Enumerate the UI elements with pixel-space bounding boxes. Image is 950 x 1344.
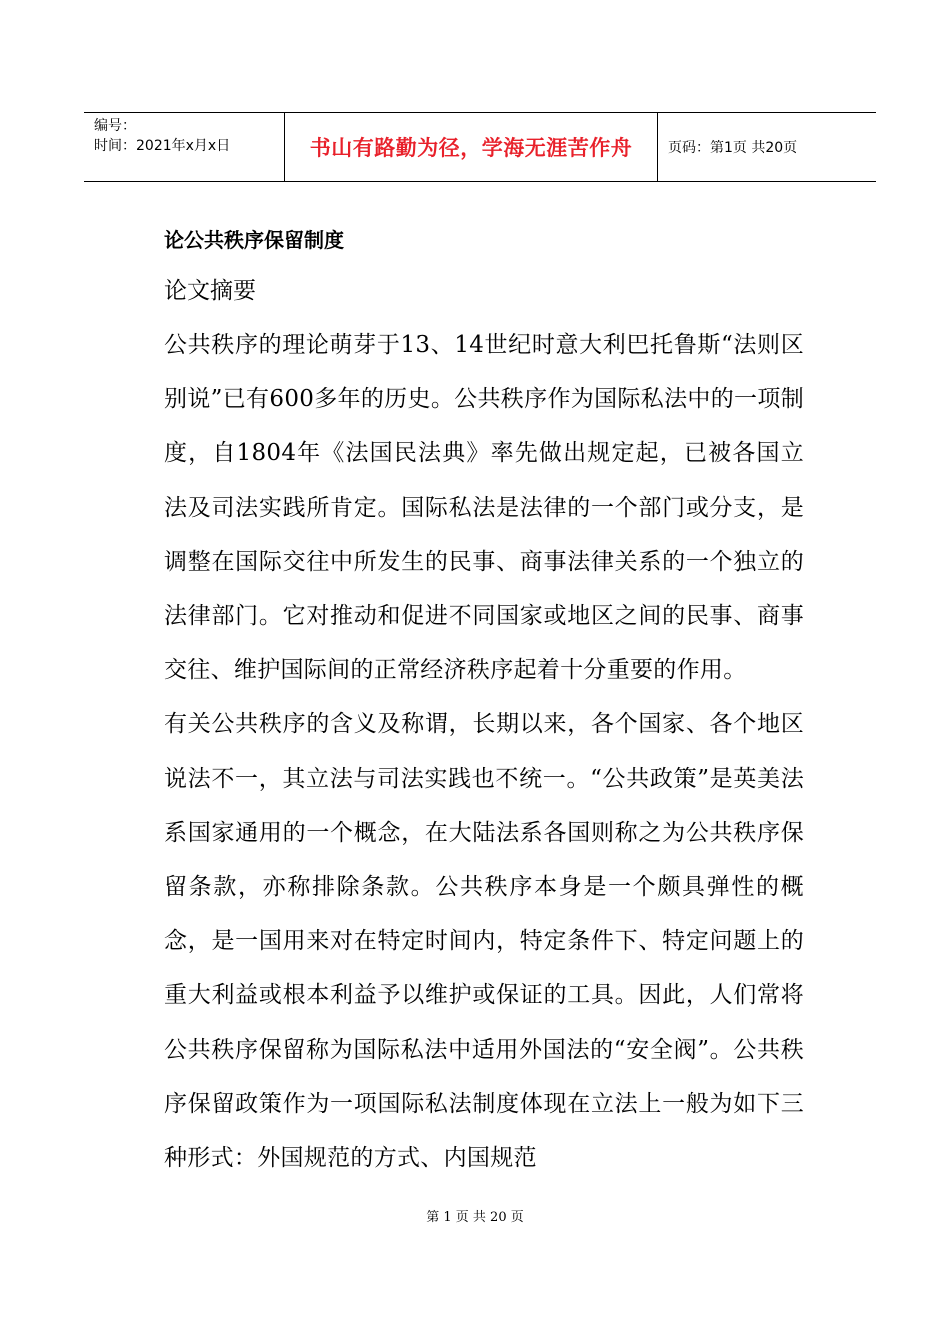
time-label: 时间：2021年x月x日 (94, 138, 231, 154)
header-page-info: 页码：第1页 共20页 (668, 140, 798, 156)
serial-number-label: 编号： (94, 118, 136, 134)
footer-page-number: 第 1 页 共 20 页 (426, 1210, 524, 1225)
document-title: 论公共秩序保留制度 (164, 228, 344, 252)
header-motto: 书山有路勤为径，学海无涯苦作舟 (309, 136, 633, 160)
page-footer (0, 1206, 950, 1225)
header-motto-cell (285, 113, 658, 181)
document-header (84, 112, 876, 182)
header-meta (84, 113, 285, 181)
body-paragraph: 有关公共秩序的含义及称谓，长期以来，各个国家、各个地区说法不一，其立法与司法实践也不统一。“公共政策”是英美法系国家通用的一个概念，在大陆法系各国则称之为公共秩序保留条款，亦称排除条款。公共秩序本身是一个颇具弹性的概念，是一国用来对在特定时间内，特定条件下、特定问题上的重大利益或根本利益予以维护或保证的工具。因此，人们常将公共秩序保留称为国际私法中适用外国法的“安全阀”。公共秩序保留政策作为一项国际私法制度体现在立法上一般为如下三种形式：外国规范的方式、内国规范 (164, 711, 804, 1172)
abstract-heading: 论文摘要 (164, 278, 256, 304)
header-page-info-cell (658, 113, 876, 181)
document-body (164, 216, 804, 1185)
body-paragraph: 公共秩序的理论萌芽于13、14世纪时意大利巴托鲁斯“法则区别说”已有600多年的历史。公共秩序作为国际私法中的一项制度，自1804年《法国民法典》率先做出规定起，已被各国立法及司法实践所肯定。国际私法是法律的一个部门或分支，是调整在国际交往中所发生的民事、商事法律关系的一个独立的法律部门。它对推动和促进不同国家或地区之间的民事、商事交往、维护国际间的正常经济秩序起着十分重要的作用。 (164, 332, 804, 684)
